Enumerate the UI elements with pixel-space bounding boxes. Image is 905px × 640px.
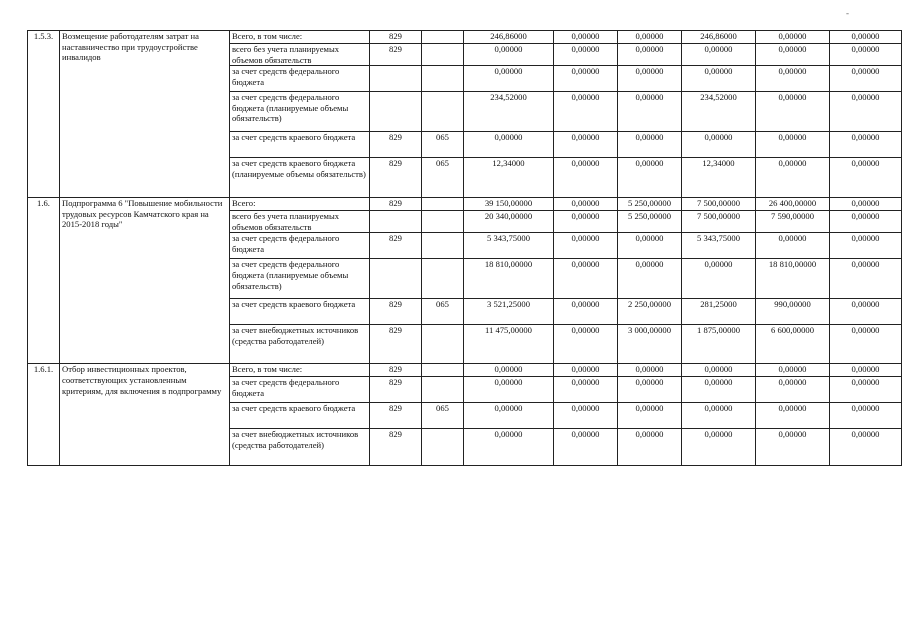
- amount-cell: 0,00000: [554, 325, 618, 364]
- amount-cell: 0,00000: [554, 44, 618, 66]
- table-row: [28, 31, 902, 44]
- amount-cell: 5 343,75000: [464, 233, 554, 259]
- amount-cell: 0,00000: [618, 31, 682, 44]
- amount-cell: 0,00000: [554, 198, 618, 211]
- funding-source-cell: Всего:: [230, 198, 370, 211]
- amount-cell: 7 500,00000: [682, 198, 756, 211]
- amount-cell: 0,00000: [756, 31, 830, 44]
- grbs-code-cell: 829: [370, 158, 422, 198]
- budget-code-cell: 065: [422, 132, 464, 158]
- amount-cell: 0,00000: [618, 233, 682, 259]
- amount-cell: 0,00000: [830, 211, 902, 233]
- amount-cell: 0,00000: [830, 325, 902, 364]
- amount-cell: 0,00000: [830, 31, 902, 44]
- budget-code-cell: [422, 44, 464, 66]
- amount-cell: 0,00000: [464, 44, 554, 66]
- amount-cell: 0,00000: [464, 132, 554, 158]
- item-name: Подпрограмма 6 "Повышение мобильности трудовых ресурсов Камчатского края на 2015-2018 годы": [60, 198, 230, 364]
- budget-code-cell: 065: [422, 299, 464, 325]
- amount-cell: 7 500,00000: [682, 211, 756, 233]
- amount-cell: 0,00000: [830, 66, 902, 92]
- amount-cell: 281,25000: [682, 299, 756, 325]
- amount-cell: 0,00000: [554, 31, 618, 44]
- amount-cell: 0,00000: [830, 198, 902, 211]
- amount-cell: 0,00000: [554, 132, 618, 158]
- funding-source-cell: всего без учета планируемых объемов обязательств: [230, 44, 370, 66]
- amount-cell: 0,00000: [618, 92, 682, 132]
- amount-cell: 0,00000: [554, 377, 618, 403]
- amount-cell: 0,00000: [830, 158, 902, 198]
- amount-cell: 6 600,00000: [756, 325, 830, 364]
- funding-source-cell: за счет средств федерального бюджета: [230, 233, 370, 259]
- amount-cell: 0,00000: [682, 364, 756, 377]
- amount-cell: 18 810,00000: [464, 259, 554, 299]
- grbs-code-cell: 829: [370, 325, 422, 364]
- amount-cell: 0,00000: [618, 364, 682, 377]
- amount-cell: 0,00000: [682, 132, 756, 158]
- grbs-code-cell: [370, 66, 422, 92]
- item-name: Отбор инвестиционных проектов, соответствующих установленным критериям, для включения в подпрограмму: [60, 364, 230, 466]
- amount-cell: 0,00000: [682, 44, 756, 66]
- grbs-code-cell: 829: [370, 44, 422, 66]
- funding-source-cell: за счет средств краевого бюджета: [230, 299, 370, 325]
- amount-cell: 0,00000: [756, 364, 830, 377]
- amount-cell: 0,00000: [830, 132, 902, 158]
- amount-cell: 0,00000: [554, 403, 618, 429]
- amount-cell: 0,00000: [682, 429, 756, 466]
- amount-cell: 0,00000: [830, 403, 902, 429]
- budget-code-cell: 065: [422, 158, 464, 198]
- budget-table: [27, 30, 902, 466]
- funding-source-cell: за счет средств краевого бюджета: [230, 403, 370, 429]
- amount-cell: 246,86000: [464, 31, 554, 44]
- grbs-code-cell: 829: [370, 132, 422, 158]
- item-number: 1.6.: [28, 198, 60, 364]
- item-number: 1.5.3.: [28, 31, 60, 198]
- budget-code-cell: [422, 259, 464, 299]
- amount-cell: 0,00000: [554, 299, 618, 325]
- grbs-code-cell: [370, 92, 422, 132]
- amount-cell: 0,00000: [756, 66, 830, 92]
- amount-cell: 3 000,00000: [618, 325, 682, 364]
- grbs-code-cell: 829: [370, 198, 422, 211]
- amount-cell: 0,00000: [682, 66, 756, 92]
- amount-cell: 0,00000: [756, 158, 830, 198]
- table-row: [28, 198, 902, 211]
- amount-cell: 12,34000: [682, 158, 756, 198]
- amount-cell: 11 475,00000: [464, 325, 554, 364]
- amount-cell: 0,00000: [618, 132, 682, 158]
- grbs-code-cell: 829: [370, 233, 422, 259]
- amount-cell: 3 521,25000: [464, 299, 554, 325]
- amount-cell: 39 150,00000: [464, 198, 554, 211]
- amount-cell: 0,00000: [830, 377, 902, 403]
- amount-cell: 18 810,00000: [756, 259, 830, 299]
- amount-cell: 0,00000: [618, 259, 682, 299]
- budget-code-cell: [422, 198, 464, 211]
- amount-cell: 0,00000: [618, 377, 682, 403]
- funding-source-cell: за счет внебюджетных источников (средства работодателей): [230, 429, 370, 466]
- amount-cell: 0,00000: [830, 299, 902, 325]
- amount-cell: 0,00000: [830, 233, 902, 259]
- amount-cell: 0,00000: [756, 429, 830, 466]
- amount-cell: 0,00000: [554, 66, 618, 92]
- amount-cell: 5 343,75000: [682, 233, 756, 259]
- budget-code-cell: [422, 364, 464, 377]
- amount-cell: 0,00000: [830, 92, 902, 132]
- amount-cell: 26 400,00000: [756, 198, 830, 211]
- funding-source-cell: за счет средств краевого бюджета: [230, 132, 370, 158]
- budget-code-cell: [422, 429, 464, 466]
- budget-code-cell: [422, 233, 464, 259]
- grbs-code-cell: 829: [370, 403, 422, 429]
- amount-cell: 0,00000: [618, 429, 682, 466]
- amount-cell: 0,00000: [554, 429, 618, 466]
- grbs-code-cell: 829: [370, 429, 422, 466]
- grbs-code-cell: [370, 259, 422, 299]
- funding-source-cell: всего без учета планируемых объемов обязательств: [230, 211, 370, 233]
- amount-cell: 5 250,00000: [618, 211, 682, 233]
- budget-code-cell: [422, 66, 464, 92]
- grbs-code-cell: 829: [370, 299, 422, 325]
- amount-cell: 0,00000: [682, 377, 756, 403]
- budget-code-cell: [422, 377, 464, 403]
- funding-source-cell: за счет средств федерального бюджета (планируемые объемы обязательств): [230, 259, 370, 299]
- budget-code-cell: [422, 31, 464, 44]
- amount-cell: 0,00000: [830, 364, 902, 377]
- grbs-code-cell: 829: [370, 364, 422, 377]
- amount-cell: 20 340,00000: [464, 211, 554, 233]
- grbs-code-cell: 829: [370, 31, 422, 44]
- amount-cell: 0,00000: [618, 66, 682, 92]
- item-number: 1.6.1.: [28, 364, 60, 466]
- funding-source-cell: за счет средств федерального бюджета: [230, 66, 370, 92]
- amount-cell: 0,00000: [756, 92, 830, 132]
- amount-cell: 0,00000: [464, 66, 554, 92]
- budget-code-cell: [422, 211, 464, 233]
- amount-cell: 0,00000: [830, 44, 902, 66]
- budget-code-cell: [422, 325, 464, 364]
- funding-source-cell: Всего, в том числе:: [230, 364, 370, 377]
- funding-source-cell: Всего, в том числе:: [230, 31, 370, 44]
- amount-cell: 0,00000: [554, 92, 618, 132]
- amount-cell: 990,00000: [756, 299, 830, 325]
- amount-cell: 0,00000: [756, 403, 830, 429]
- amount-cell: 0,00000: [830, 259, 902, 299]
- grbs-code-cell: 829: [370, 377, 422, 403]
- funding-source-cell: за счет внебюджетных источников (средства работодателей): [230, 325, 370, 364]
- budget-code-cell: 065: [422, 403, 464, 429]
- amount-cell: 234,52000: [682, 92, 756, 132]
- amount-cell: 5 250,00000: [618, 198, 682, 211]
- amount-cell: 0,00000: [464, 364, 554, 377]
- item-name: Возмещение работодателям затрат на наставничество при трудоустройстве инвалидов: [60, 31, 230, 198]
- amount-cell: 0,00000: [756, 132, 830, 158]
- funding-source-cell: за счет средств федерального бюджета: [230, 377, 370, 403]
- amount-cell: 0,00000: [682, 259, 756, 299]
- amount-cell: 0,00000: [756, 44, 830, 66]
- amount-cell: 0,00000: [756, 377, 830, 403]
- amount-cell: 1 875,00000: [682, 325, 756, 364]
- amount-cell: 0,00000: [464, 429, 554, 466]
- amount-cell: 234,52000: [464, 92, 554, 132]
- amount-cell: 246,86000: [682, 31, 756, 44]
- page-mark: -: [846, 8, 849, 18]
- amount-cell: 0,00000: [618, 403, 682, 429]
- amount-cell: 0,00000: [464, 377, 554, 403]
- grbs-code-cell: [370, 211, 422, 233]
- funding-source-cell: за счет средств федерального бюджета (планируемые объемы обязательств): [230, 92, 370, 132]
- amount-cell: 0,00000: [682, 403, 756, 429]
- amount-cell: 0,00000: [554, 158, 618, 198]
- amount-cell: 7 590,00000: [756, 211, 830, 233]
- amount-cell: 0,00000: [830, 429, 902, 466]
- amount-cell: 0,00000: [554, 364, 618, 377]
- amount-cell: 0,00000: [554, 233, 618, 259]
- amount-cell: 0,00000: [618, 158, 682, 198]
- amount-cell: 0,00000: [756, 233, 830, 259]
- amount-cell: 0,00000: [554, 259, 618, 299]
- amount-cell: 0,00000: [554, 211, 618, 233]
- amount-cell: 12,34000: [464, 158, 554, 198]
- amount-cell: 0,00000: [464, 403, 554, 429]
- table-row: [28, 364, 902, 377]
- budget-code-cell: [422, 92, 464, 132]
- funding-source-cell: за счет средств краевого бюджета (планируемые объемы обязательств): [230, 158, 370, 198]
- amount-cell: 2 250,00000: [618, 299, 682, 325]
- amount-cell: 0,00000: [618, 44, 682, 66]
